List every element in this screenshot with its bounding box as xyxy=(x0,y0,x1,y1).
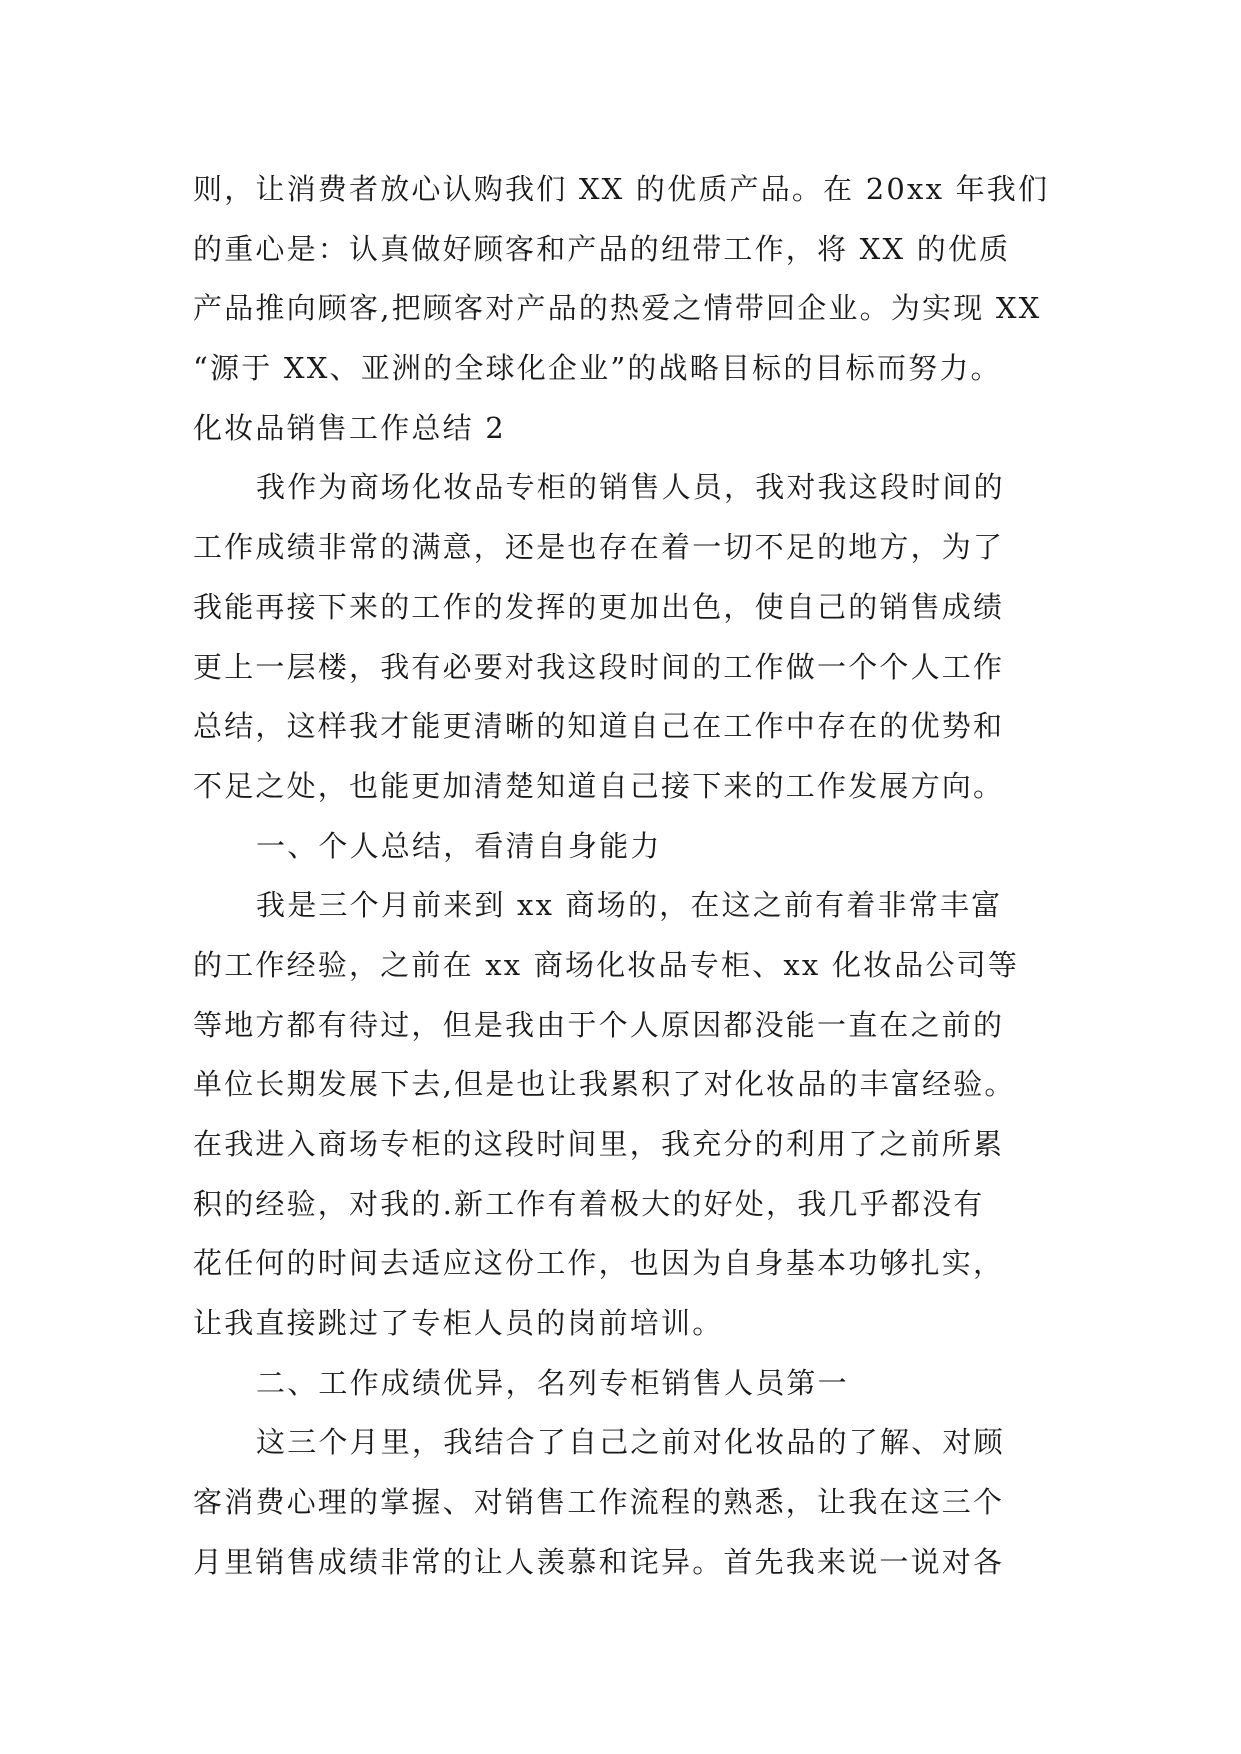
paragraph-line: 花任何的时间去适应这份工作，也因为自身基本功够扎实， xyxy=(193,1246,1005,1281)
paragraph-line: 工作成绩非常的满意，还是也存在着一切不足的地方，为了 xyxy=(193,530,1005,565)
paragraph-line: 让我直接跳过了专柜人员的岗前培训。 xyxy=(193,1306,724,1341)
paragraph-line: 我作为商场化妆品专柜的销售人员，我对我这段时间的 xyxy=(256,470,1005,505)
section-heading: 一、个人总结，看清自身能力 xyxy=(256,828,662,863)
paragraph-line: 的重心是：认真做好顾客和产品的纽带工作，将 XX 的优质 xyxy=(193,231,1011,266)
paragraph-line: 客消费心理的掌握、对销售工作流程的熟悉，让我在这三个 xyxy=(193,1485,1005,1520)
section-heading: 二、工作成绩优异，名列专柜销售人员第一 xyxy=(256,1365,849,1400)
paragraph-line: 在我进入商场专柜的这段时间里，我充分的利用了之前所累 xyxy=(193,1127,1005,1161)
paragraph-line: 积的经验，对我的.新工作有着极大的好处，我几乎都没有 xyxy=(193,1186,985,1221)
paragraph-line: 月里销售成绩非常的让人羡慕和诧异。首先我来说一说对各 xyxy=(193,1544,1005,1579)
paragraph-line: 等地方都有待过，但是我由于个人原因都没能一直在之前的 xyxy=(193,1007,1005,1042)
paragraph-line: 总结，这样我才能更清晰的知道自己在工作中存在的优势和 xyxy=(193,709,1005,744)
paragraph-line: 产品推向顾客,把顾客对产品的热爱之情带回企业。为实现 XX xyxy=(193,291,1042,326)
paragraph-line: 我是三个月前来到 xx 商场的，在这之前有着非常丰富 xyxy=(256,888,1003,923)
section-title: 化妆品销售工作总结 2 xyxy=(193,410,506,445)
paragraph-line: 的工作经验，之前在 xx 商场化妆品专柜、xx 化妆品公司等 xyxy=(193,947,1020,982)
paragraph-line: 不足之处，也能更加清楚知道自己接下来的工作发展方向。 xyxy=(193,768,1005,803)
document-body xyxy=(193,160,1053,1593)
paragraph-line: 这三个月里，我结合了自己之前对化妆品的了解、对顾 xyxy=(256,1425,1005,1460)
paragraph-line: 则，让消费者放心认购我们 XX 的优质产品。在 20xx 年我们 xyxy=(193,172,1050,206)
paragraph-line: 我能再接下来的工作的发挥的更加出色，使自己的销售成绩 xyxy=(193,589,1005,624)
paragraph-line: “源于 XX、亚洲的全球化企业”的战略目标的目标而努力。 xyxy=(193,351,1002,386)
paragraph-line: 单位长期发展下去,但是也让我累积了对化妆品的丰富经验。 xyxy=(193,1067,1016,1102)
paragraph-line: 更上一层楼，我有必要对我这段时间的工作做一个个人工作 xyxy=(193,649,1005,684)
